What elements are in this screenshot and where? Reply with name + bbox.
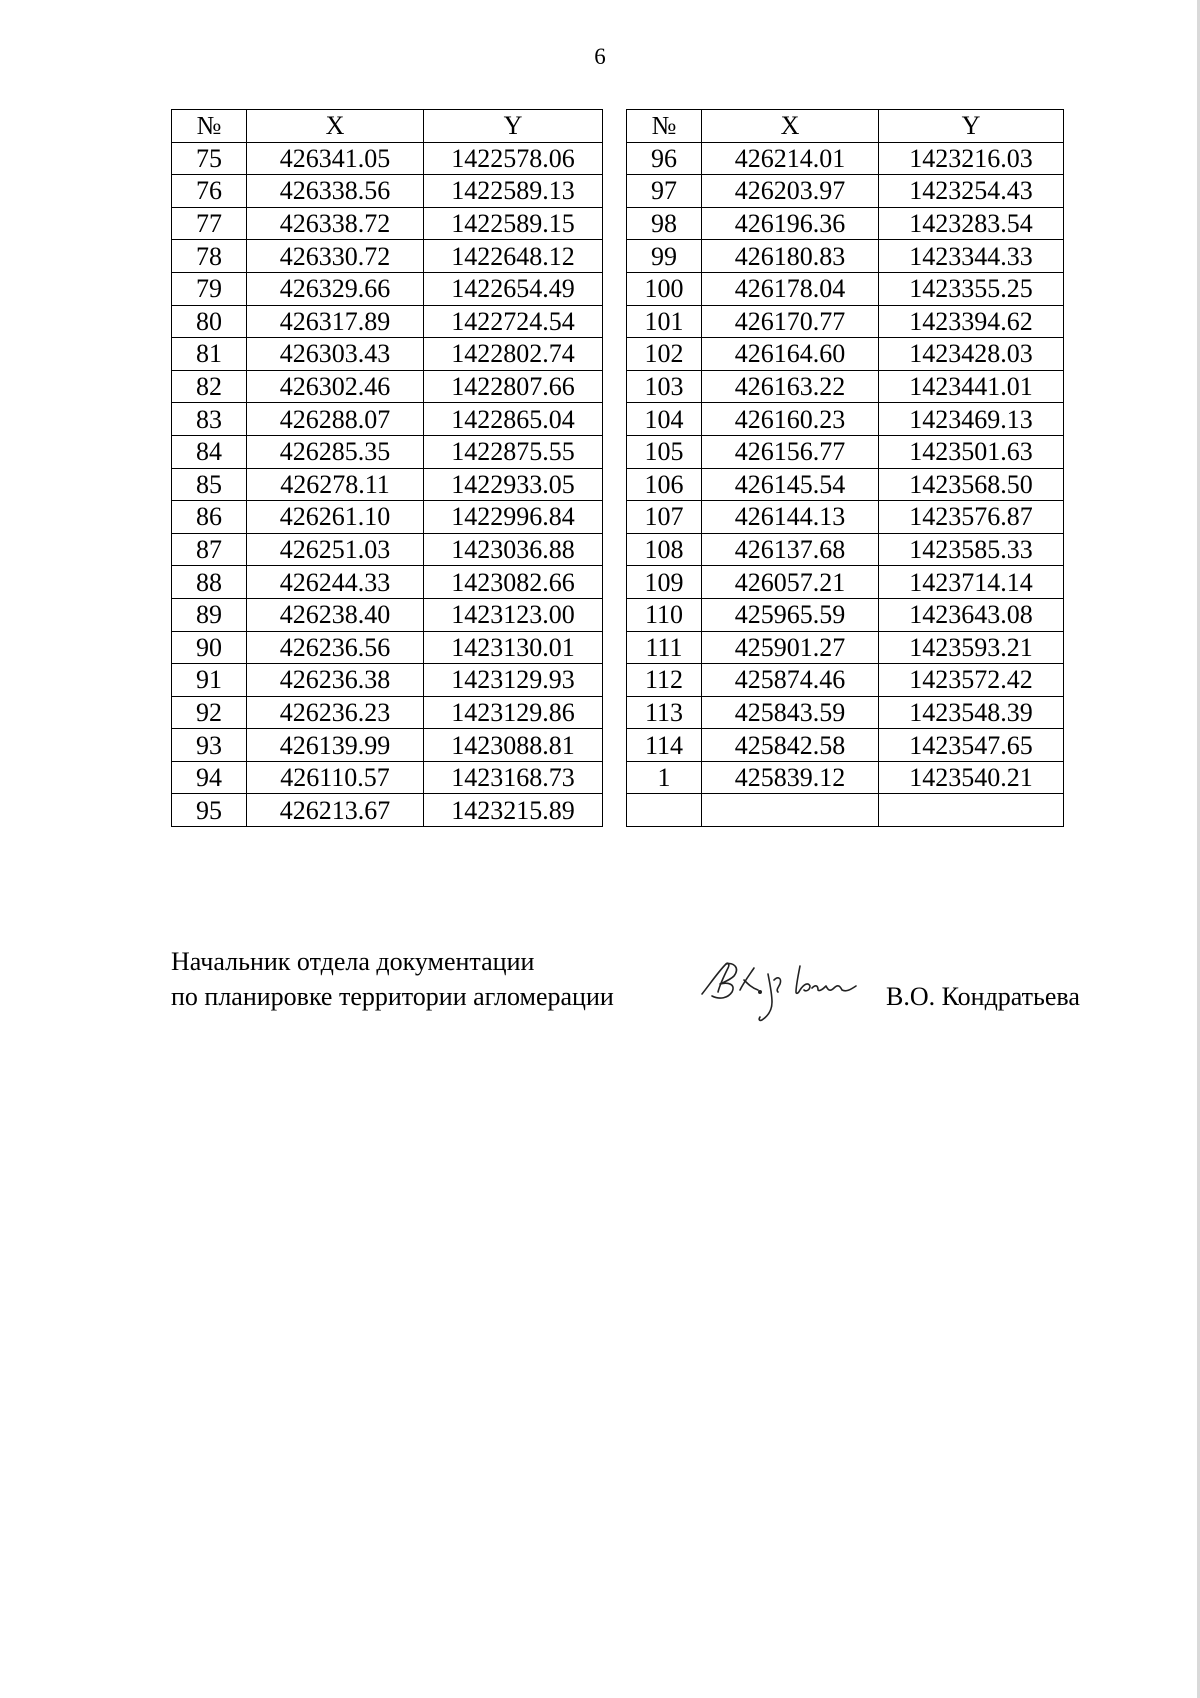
cell-number: 77 (172, 207, 247, 240)
cell-x: 425965.59 (702, 598, 879, 631)
cell-y: 1423036.88 (424, 533, 603, 566)
cell-y: 1423585.33 (879, 533, 1064, 566)
table-row (172, 598, 603, 631)
table-row (627, 729, 1064, 762)
cell-x: 426163.22 (702, 370, 879, 403)
cell-number: 75 (172, 142, 247, 175)
header-number: № (172, 110, 247, 143)
cell-y: 1422589.15 (424, 207, 603, 240)
cell-number: 106 (627, 468, 702, 501)
cell-y (879, 794, 1064, 827)
cell-x: 426285.35 (247, 435, 424, 468)
cell-y: 1423593.21 (879, 631, 1064, 664)
cell-x: 426236.56 (247, 631, 424, 664)
table-row (172, 272, 603, 305)
cell-number: 92 (172, 696, 247, 729)
table-row (172, 761, 603, 794)
cell-y: 1422724.54 (424, 305, 603, 338)
cell-x: 426213.67 (247, 794, 424, 827)
cell-y: 1423344.33 (879, 240, 1064, 273)
cell-y: 1423501.63 (879, 435, 1064, 468)
signatory-name: В.О. Кондратьева (886, 982, 1080, 1011)
cell-y: 1423568.50 (879, 468, 1064, 501)
cell-x: 426214.01 (702, 142, 879, 175)
cell-y: 1423216.03 (879, 142, 1064, 175)
table-row (627, 435, 1064, 468)
handwritten-signature (700, 950, 870, 1030)
cell-x: 426137.68 (702, 533, 879, 566)
cell-y: 1423215.89 (424, 794, 603, 827)
cell-number: 96 (627, 142, 702, 175)
cell-x: 426057.21 (702, 566, 879, 599)
table-row (172, 240, 603, 273)
cell-number: 102 (627, 338, 702, 371)
cell-number: 108 (627, 533, 702, 566)
table-body-right (627, 142, 1064, 826)
cell-number: 76 (172, 175, 247, 208)
table-row (172, 403, 603, 436)
cell-number: 85 (172, 468, 247, 501)
signatory-title-line-2: по планировке территории агломерации (171, 982, 614, 1011)
cell-x: 425874.46 (702, 664, 879, 697)
cell-x: 426160.23 (702, 403, 879, 436)
coordinates-table-left (171, 109, 603, 827)
signatory-title (171, 944, 614, 1014)
cell-y: 1423548.39 (879, 696, 1064, 729)
table-row (172, 664, 603, 697)
cell-x: 426170.77 (702, 305, 879, 338)
cell-y: 1423129.93 (424, 664, 603, 697)
table-body-left (172, 142, 603, 826)
cell-x: 426251.03 (247, 533, 424, 566)
cell-number: 113 (627, 696, 702, 729)
cell-x: 426196.36 (702, 207, 879, 240)
cell-number: 105 (627, 435, 702, 468)
cell-x: 426144.13 (702, 501, 879, 534)
cell-y: 1423428.03 (879, 338, 1064, 371)
cell-number: 112 (627, 664, 702, 697)
cell-y: 1423643.08 (879, 598, 1064, 631)
cell-y: 1423441.01 (879, 370, 1064, 403)
cell-x: 425842.58 (702, 729, 879, 762)
table-row (172, 305, 603, 338)
table-row (627, 533, 1064, 566)
cell-number: 89 (172, 598, 247, 631)
cell-number: 107 (627, 501, 702, 534)
page-number: 6 (594, 44, 606, 69)
cell-y: 1422865.04 (424, 403, 603, 436)
cell-number: 88 (172, 566, 247, 599)
table-row (627, 696, 1064, 729)
table-row (172, 435, 603, 468)
cell-number: 94 (172, 761, 247, 794)
cell-y: 1422807.66 (424, 370, 603, 403)
signatory-title-line-1: Начальник отдела документации (171, 947, 535, 976)
table-row (172, 501, 603, 534)
cell-x: 426338.72 (247, 207, 424, 240)
cell-y: 1422648.12 (424, 240, 603, 273)
cell-number: 99 (627, 240, 702, 273)
cell-y: 1423714.14 (879, 566, 1064, 599)
cell-number: 95 (172, 794, 247, 827)
cell-x (702, 794, 879, 827)
cell-number: 103 (627, 370, 702, 403)
cell-x: 426278.11 (247, 468, 424, 501)
cell-y: 1422589.13 (424, 175, 603, 208)
cell-y: 1422654.49 (424, 272, 603, 305)
table-row (172, 696, 603, 729)
cell-number: 101 (627, 305, 702, 338)
cell-number: 98 (627, 207, 702, 240)
cell-y: 1423540.21 (879, 761, 1064, 794)
table-row (627, 272, 1064, 305)
cell-y: 1423572.42 (879, 664, 1064, 697)
cell-x: 425843.59 (702, 696, 879, 729)
header-x: X (247, 110, 424, 143)
cell-y: 1423168.73 (424, 761, 603, 794)
cell-number: 83 (172, 403, 247, 436)
cell-y: 1423469.13 (879, 403, 1064, 436)
cell-number: 79 (172, 272, 247, 305)
table-row (172, 729, 603, 762)
cell-x: 425839.12 (702, 761, 879, 794)
cell-y: 1423088.81 (424, 729, 603, 762)
table-row (627, 175, 1064, 208)
table-header-row (627, 110, 1064, 143)
cell-x: 426330.72 (247, 240, 424, 273)
cell-number: 93 (172, 729, 247, 762)
cell-y: 1423254.43 (879, 175, 1064, 208)
cell-number: 97 (627, 175, 702, 208)
table-header-row (172, 110, 603, 143)
cell-x: 426238.40 (247, 598, 424, 631)
table-row (172, 338, 603, 371)
cell-x: 426341.05 (247, 142, 424, 175)
header-number: № (627, 110, 702, 143)
header-y: Y (879, 110, 1064, 143)
coordinates-table-right (626, 109, 1064, 827)
table-row (627, 403, 1064, 436)
cell-x: 426139.99 (247, 729, 424, 762)
table-row (627, 664, 1064, 697)
cell-x: 426178.04 (702, 272, 879, 305)
cell-y: 1423547.65 (879, 729, 1064, 762)
table-row (627, 631, 1064, 664)
cell-x: 426236.23 (247, 696, 424, 729)
cell-x: 426261.10 (247, 501, 424, 534)
cell-number: 82 (172, 370, 247, 403)
cell-y: 1422875.55 (424, 435, 603, 468)
cell-y: 1423394.62 (879, 305, 1064, 338)
cell-number: 104 (627, 403, 702, 436)
table-row (627, 598, 1064, 631)
cell-number: 80 (172, 305, 247, 338)
cell-number: 81 (172, 338, 247, 371)
header-x: X (702, 110, 879, 143)
cell-x: 426164.60 (702, 338, 879, 371)
cell-number: 90 (172, 631, 247, 664)
cell-number: 110 (627, 598, 702, 631)
cell-x: 426156.77 (702, 435, 879, 468)
cell-number: 91 (172, 664, 247, 697)
table-row (172, 794, 603, 827)
cell-x: 426303.43 (247, 338, 424, 371)
table-row (172, 533, 603, 566)
table-row (172, 207, 603, 240)
table-row (627, 305, 1064, 338)
cell-y: 1422996.84 (424, 501, 603, 534)
cell-number (627, 794, 702, 827)
cell-number: 1 (627, 761, 702, 794)
table-row (172, 468, 603, 501)
table-row (627, 794, 1064, 827)
table-row (627, 338, 1064, 371)
table-row (172, 370, 603, 403)
cell-x: 426110.57 (247, 761, 424, 794)
table-row (627, 207, 1064, 240)
table-row (627, 501, 1064, 534)
cell-number: 87 (172, 533, 247, 566)
cell-x: 426236.38 (247, 664, 424, 697)
cell-number: 111 (627, 631, 702, 664)
cell-x: 426203.97 (702, 175, 879, 208)
cell-x: 426288.07 (247, 403, 424, 436)
cell-x: 426244.33 (247, 566, 424, 599)
cell-x: 426329.66 (247, 272, 424, 305)
cell-x: 426180.83 (702, 240, 879, 273)
cell-y: 1423283.54 (879, 207, 1064, 240)
cell-number: 78 (172, 240, 247, 273)
cell-x: 426317.89 (247, 305, 424, 338)
cell-number: 84 (172, 435, 247, 468)
cell-y: 1423355.25 (879, 272, 1064, 305)
table-row (172, 566, 603, 599)
cell-number: 86 (172, 501, 247, 534)
header-y: Y (424, 110, 603, 143)
cell-y: 1422578.06 (424, 142, 603, 175)
cell-number: 109 (627, 566, 702, 599)
table-row (172, 631, 603, 664)
cell-y: 1423576.87 (879, 501, 1064, 534)
table-row (627, 370, 1064, 403)
table-row (172, 142, 603, 175)
cell-y: 1422933.05 (424, 468, 603, 501)
cell-y: 1423123.00 (424, 598, 603, 631)
cell-y: 1422802.74 (424, 338, 603, 371)
table-row (627, 142, 1064, 175)
cell-y: 1423129.86 (424, 696, 603, 729)
cell-x: 425901.27 (702, 631, 879, 664)
cell-number: 114 (627, 729, 702, 762)
table-row (627, 566, 1064, 599)
table-row (627, 761, 1064, 794)
table-row (627, 468, 1064, 501)
cell-x: 426338.56 (247, 175, 424, 208)
cell-x: 426145.54 (702, 468, 879, 501)
cell-y: 1423130.01 (424, 631, 603, 664)
table-row (172, 175, 603, 208)
cell-y: 1423082.66 (424, 566, 603, 599)
cell-number: 100 (627, 272, 702, 305)
table-row (627, 240, 1064, 273)
cell-x: 426302.46 (247, 370, 424, 403)
